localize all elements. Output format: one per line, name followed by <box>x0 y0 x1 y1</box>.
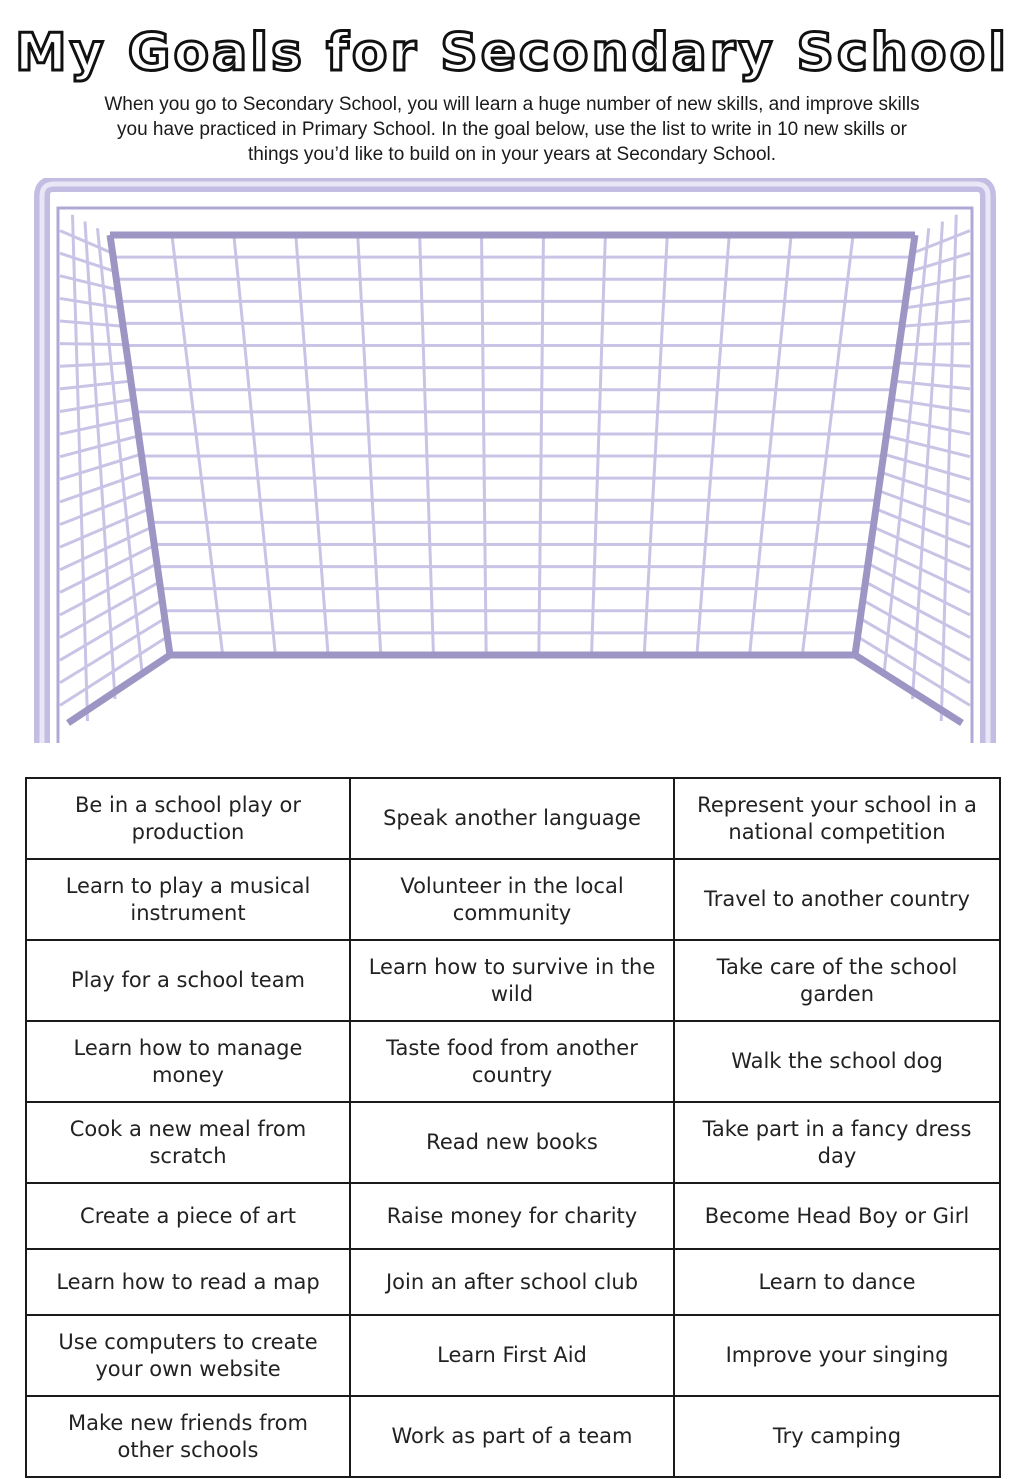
net-line <box>358 235 381 655</box>
skill-cell: Use computers to create your own website <box>26 1315 350 1396</box>
skill-cell: Make new friends from other schools <box>26 1396 350 1477</box>
net-line <box>941 215 956 721</box>
net-line <box>697 235 729 655</box>
skill-cell: Take part in a fancy dress day <box>674 1102 1000 1183</box>
table-row <box>26 1396 1000 1477</box>
skill-cell: Learn to play a musical instrument <box>26 859 350 940</box>
skill-cell: Learn to dance <box>674 1249 1000 1315</box>
skill-cell: Represent your school in a national competition <box>674 778 1000 859</box>
intro-line: things you’d like to build on in your years at Secondary School. <box>247 144 777 165</box>
table-row <box>26 1183 1000 1249</box>
net-line <box>592 235 606 655</box>
table-row <box>26 940 1000 1021</box>
skill-cell: Join an after school club <box>350 1249 674 1315</box>
net-line <box>73 215 88 721</box>
skill-cell: Play for a school team <box>26 940 350 1021</box>
skill-cell: Be in a school play or production <box>26 778 350 859</box>
skill-cell: Read new books <box>350 1102 674 1183</box>
net-line <box>802 235 853 655</box>
net-line <box>482 235 487 655</box>
goal-frame-highlight <box>42 184 988 743</box>
table-row <box>26 1102 1000 1183</box>
page-title <box>0 14 1024 90</box>
skill-cell: Learn how to manage money <box>26 1021 350 1102</box>
skill-cell: Learn how to survive in the wild <box>350 940 674 1021</box>
skill-cell: Take care of the school garden <box>674 940 1000 1021</box>
skill-cell: Improve your singing <box>674 1315 1000 1396</box>
skill-cell: Raise money for charity <box>350 1183 674 1249</box>
net-line <box>750 235 792 655</box>
net-line <box>539 235 544 655</box>
skills-table <box>25 777 1001 1478</box>
goal-inner-frame <box>58 208 972 743</box>
table-row <box>26 859 1000 940</box>
net-line <box>296 235 328 655</box>
net-line <box>234 235 276 655</box>
skill-cell: Volunteer in the local community <box>350 859 674 940</box>
football-goal-icon <box>30 178 1000 753</box>
goal-front-frame <box>42 184 988 743</box>
net-line <box>644 235 667 655</box>
intro-text <box>20 92 1004 167</box>
net-line <box>85 222 115 700</box>
skill-cell: Create a piece of art <box>26 1183 350 1249</box>
table-row <box>26 1315 1000 1396</box>
table-row <box>26 1021 1000 1102</box>
skill-cell: Work as part of a team <box>350 1396 674 1477</box>
skill-cell: Cook a new meal from scratch <box>26 1102 350 1183</box>
net-line <box>913 222 943 700</box>
skill-cell: Try camping <box>674 1396 1000 1477</box>
skill-cell: Learn how to read a map <box>26 1249 350 1315</box>
intro-line: you have practiced in Primary School. In the goal below, use the list to write in 10 new skills or <box>117 119 907 140</box>
skill-cell: Speak another language <box>350 778 674 859</box>
skill-cell: Learn First Aid <box>350 1315 674 1396</box>
net-line <box>420 235 434 655</box>
table-row <box>26 1249 1000 1315</box>
table-row <box>26 778 1000 859</box>
skill-cell: Walk the school dog <box>674 1021 1000 1102</box>
skill-cell: Travel to another country <box>674 859 1000 940</box>
skill-cell: Taste food from another country <box>350 1021 674 1102</box>
intro-line: When you go to Secondary School, you will learn a huge number of new skills, and improve skills <box>104 94 920 115</box>
skill-cell: Become Head Boy or Girl <box>674 1183 1000 1249</box>
net-line <box>172 235 223 655</box>
title-text: My Goals for Secondary School <box>14 23 1010 83</box>
